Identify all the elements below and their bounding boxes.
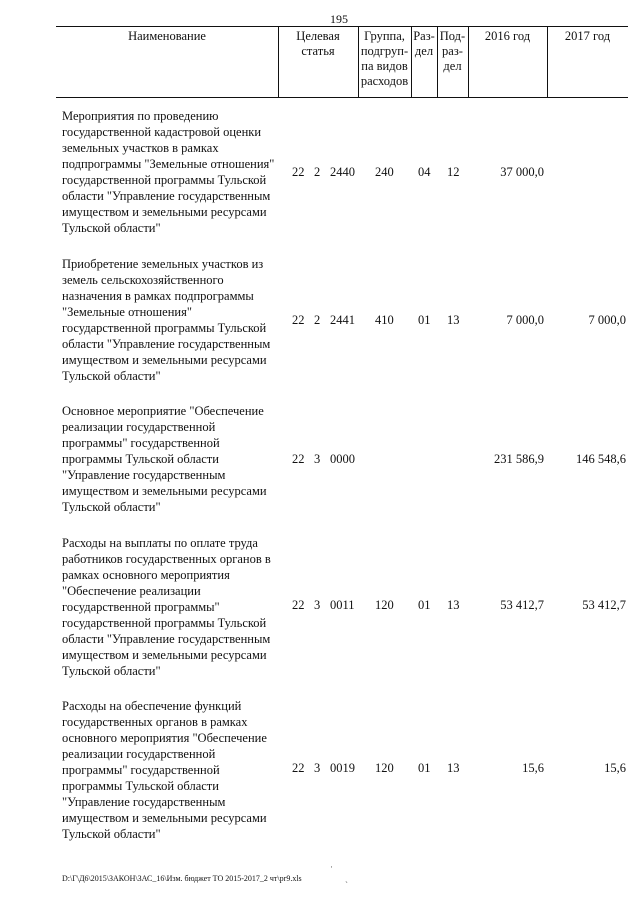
row-amount-2017: 53 412,7 — [582, 598, 626, 612]
row-amount-2016: 15,6 — [522, 761, 544, 775]
row-code-subprogram: 2 — [314, 313, 321, 327]
row-code-direction: 0019 — [330, 761, 355, 775]
header-year-2016: 2016 год — [484, 29, 531, 43]
row-name: Приобретение земельных участков из земель сельскохозяйственного назначения в рамках подпрограммы "Земельные отношения" государственной программы Тульской области "Управление государственным имуществом и земельными ресурсами Тульской области" — [62, 257, 271, 383]
row-section: 01 — [418, 313, 431, 327]
scan-speck: ` — [345, 880, 348, 890]
row-code-program: 22 — [292, 598, 305, 612]
row-code-subprogram: 3 — [314, 598, 321, 612]
row-name: Мероприятия по проведению государственной кадастровой оценки земельных участков в рамках подпрограммы "Земельные отношения" государственной программы Тульской области "Управление государственным имуществом и земельными ресурсами Тульской области" — [62, 109, 275, 235]
row-name: Расходы на выплаты по оплате труда работников государственных органов в рамках основного мероприятия "Обеспечение реализации государственной программы" государственной программы Тульской области "Управление государственным имуществом и земельными ресурсами Тульской области" — [62, 536, 271, 678]
row-code-subprogram: 3 — [314, 452, 321, 466]
row-code-subprogram: 2 — [314, 165, 321, 179]
row-code-program: 22 — [292, 761, 305, 775]
row-name: Основное мероприятие "Обеспечение реализации государственной программы" государственной программы Тульской области "Управление государственным имуществом и земельными ресурсами Тульской области" — [62, 404, 267, 514]
row-section: 04 — [418, 165, 431, 179]
header-expense-group: Группа, подгруп- па видов расходов — [360, 29, 409, 88]
row-subsection: 13 — [447, 761, 460, 775]
row-amount-2017: 15,6 — [604, 761, 626, 775]
row-section: 01 — [418, 761, 431, 775]
row-expense-group: 240 — [375, 165, 394, 179]
file-path-footer: D:\Г\Д6\2015\ЗАКОН\ЗАС_16\Изм. бюджет ТО 2015-2017_2 чт\pr9.xls — [62, 874, 302, 883]
row-code-direction: 2440 — [330, 165, 355, 179]
header-target-article: Целевая статья — [296, 29, 340, 58]
row-subsection: 12 — [447, 165, 460, 179]
row-amount-2017: 7 000,0 — [588, 313, 626, 327]
row-expense-group: 410 — [375, 313, 394, 327]
header-year-2017: 2017 год — [564, 29, 611, 43]
row-amount-2016: 37 000,0 — [500, 165, 544, 179]
row-amount-2016: 53 412,7 — [500, 598, 544, 612]
row-code-direction: 0011 — [330, 598, 355, 612]
row-code-direction: 0000 — [330, 452, 355, 466]
page-number: 195 — [330, 12, 348, 26]
row-code-program: 22 — [292, 165, 305, 179]
row-expense-group: 120 — [375, 598, 394, 612]
row-subsection: 13 — [447, 598, 460, 612]
table-header — [56, 26, 628, 98]
row-section: 01 — [418, 598, 431, 612]
header-subsection: Под- раз- дел — [439, 29, 466, 73]
row-code-subprogram: 3 — [314, 761, 321, 775]
row-code-program: 22 — [292, 452, 305, 466]
row-amount-2016: 7 000,0 — [506, 313, 544, 327]
row-expense-group: 120 — [375, 761, 394, 775]
row-amount-2017: 146 548,6 — [576, 452, 626, 466]
header-name: Наименование — [128, 29, 206, 43]
header-section: Раз- дел — [413, 29, 435, 58]
row-subsection: 13 — [447, 313, 460, 327]
row-amount-2016: 231 586,9 — [494, 452, 544, 466]
scan-speck: · — [330, 862, 333, 872]
row-code-direction: 2441 — [330, 313, 355, 327]
row-name: Расходы на обеспечение функций государственных органов в рамках основного мероприятия "Обеспечение реализации государственной программы" государственной программы Тульской области "Управление государственным имуществом и земельными ресурсами Тульской области" — [62, 699, 267, 841]
row-code-program: 22 — [292, 313, 305, 327]
